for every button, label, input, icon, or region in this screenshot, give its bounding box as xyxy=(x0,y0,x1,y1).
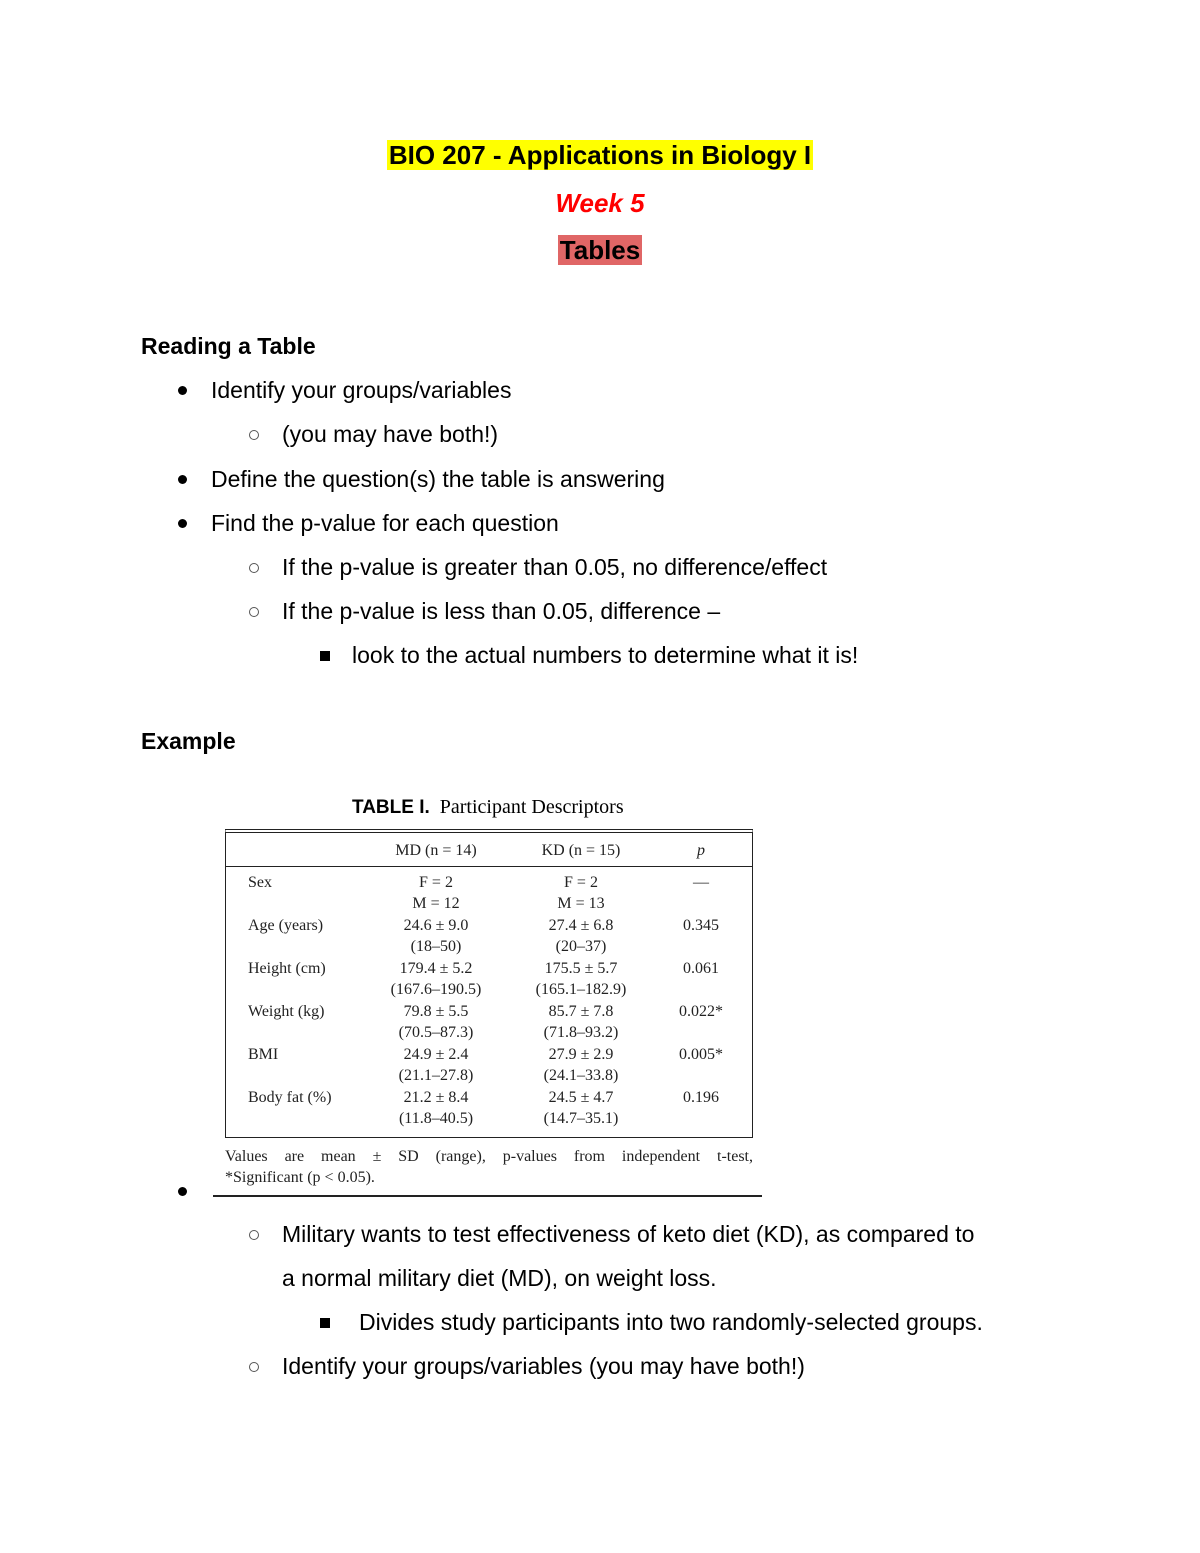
p-value: — xyxy=(693,874,709,891)
col-header-md: MD (n = 14) xyxy=(395,842,477,859)
list-item: If the p-value is greater than 0.05, no difference/effect xyxy=(282,554,828,580)
p-value: 0.196 xyxy=(683,1089,719,1106)
md-range: (11.8–40.5) xyxy=(398,1110,474,1127)
kd-value: 85.7 ± 7.8 xyxy=(548,1003,614,1020)
example-heading: Example xyxy=(141,728,236,754)
bullet-circle xyxy=(249,430,259,440)
bullet-dot xyxy=(178,519,187,528)
document-title: BIO 207 - Applications in Biology I xyxy=(388,140,812,170)
footnote-line: *Significant (p < 0.05). xyxy=(225,1169,375,1186)
week-label: Week 5 xyxy=(555,188,645,218)
participant-table xyxy=(225,829,753,1138)
bullet-dot xyxy=(178,386,187,395)
md-value: 24.9 ± 2.4 xyxy=(403,1046,469,1063)
table-caption xyxy=(352,796,624,819)
list-item: Identify your groups/variables xyxy=(211,377,512,403)
bullet-dot xyxy=(178,475,187,484)
md-value: 24.6 ± 9.0 xyxy=(403,917,469,934)
list-item: a normal military diet (MD), on weight loss. xyxy=(282,1265,717,1291)
kd-value: 27.9 ± 2.9 xyxy=(548,1046,614,1063)
figure-underline xyxy=(213,1195,762,1197)
topic-label: Tables xyxy=(559,235,641,265)
kd-value: 175.5 ± 5.7 xyxy=(544,960,618,977)
list-item: Find the p-value for each question xyxy=(211,510,559,536)
row-label: Sex xyxy=(248,874,272,891)
p-value: 0.022* xyxy=(679,1003,723,1020)
col-header-p: p xyxy=(697,842,705,859)
md-value: 179.4 ± 5.2 xyxy=(399,960,473,977)
p-value: 0.061 xyxy=(683,960,719,977)
bullet-square xyxy=(320,651,330,661)
row-label: Age (years) xyxy=(248,917,324,934)
reading-heading: Reading a Table xyxy=(141,333,316,359)
row-label: Height (cm) xyxy=(248,960,326,977)
row-label: Body fat (%) xyxy=(248,1089,332,1106)
table-header-rule xyxy=(226,866,752,867)
md-value: 79.8 ± 5.5 xyxy=(403,1003,469,1020)
row-label: BMI xyxy=(248,1046,279,1063)
bullet-circle xyxy=(249,563,259,573)
table-footnote xyxy=(225,1146,753,1188)
kd-range: (165.1–182.9) xyxy=(535,981,627,998)
list-item: Divides study participants into two randomly-selected groups. xyxy=(359,1309,983,1335)
p-value: 0.345 xyxy=(683,917,719,934)
kd-range: (14.7–35.1) xyxy=(543,1110,619,1127)
kd-range: (71.8–93.2) xyxy=(543,1024,619,1041)
row-label: Weight (kg) xyxy=(248,1003,325,1020)
md-value: F = 2 xyxy=(419,874,453,891)
table-label: TABLE I. xyxy=(352,797,430,818)
list-item: Define the question(s) the table is answering xyxy=(211,466,665,492)
kd-value: F = 2 xyxy=(564,874,598,891)
md-range: M = 12 xyxy=(412,895,460,912)
list-item: If the p-value is less than 0.05, difference – xyxy=(282,598,721,624)
list-item: look to the actual numbers to determine what it is! xyxy=(352,642,859,668)
bullet-circle xyxy=(249,1362,259,1372)
md-range: (167.6–190.5) xyxy=(390,981,482,998)
list-item: Identify your groups/variables (you may have both!) xyxy=(282,1353,805,1379)
kd-range: (20–37) xyxy=(555,938,607,955)
kd-range: (24.1–33.8) xyxy=(543,1067,619,1084)
p-value: 0.005* xyxy=(679,1046,723,1063)
list-item: Military wants to test effectiveness of keto diet (KD), as compared to xyxy=(282,1221,975,1247)
list-item: (you may have both!) xyxy=(282,421,499,447)
md-range: (18–50) xyxy=(410,938,462,955)
md-range: (70.5–87.3) xyxy=(398,1024,474,1041)
bullet-circle xyxy=(249,607,259,617)
md-range: (21.1–27.8) xyxy=(398,1067,474,1084)
col-header-kd: KD (n = 15) xyxy=(541,842,621,859)
bullet-dot xyxy=(178,1187,187,1196)
md-value: 21.2 ± 8.4 xyxy=(403,1089,469,1106)
kd-value: 27.4 ± 6.8 xyxy=(548,917,614,934)
footnote-line: Values are mean ± SD (range), p-values from independent t-test, xyxy=(225,1148,753,1165)
kd-value: 24.5 ± 4.7 xyxy=(548,1089,614,1106)
table-title: Participant Descriptors xyxy=(439,796,624,818)
kd-range: M = 13 xyxy=(557,895,605,912)
bullet-circle xyxy=(249,1230,259,1240)
bullet-square xyxy=(320,1318,330,1328)
